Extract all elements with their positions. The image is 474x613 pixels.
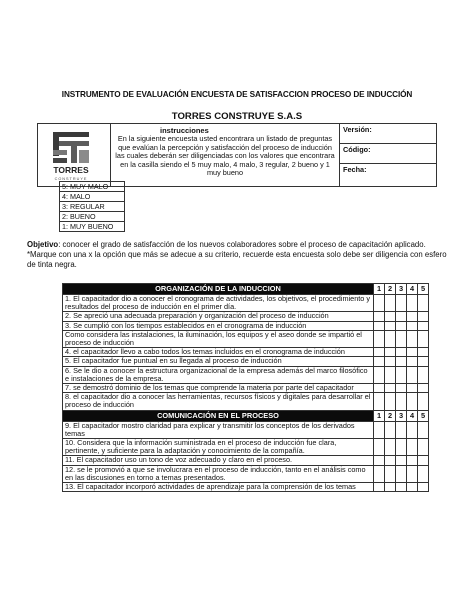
objective-note: *Marque con una x la opción que más se adecue a su criterio, recuerde esta encuesta solo debe ser diligencia con esfero de tinta negra. [27, 250, 447, 270]
rating-cell[interactable] [407, 439, 418, 456]
rating-cell[interactable] [418, 366, 429, 383]
rating-cell[interactable] [418, 357, 429, 366]
rating-column-header: 3 [396, 284, 407, 295]
question-text: 5. El capacitador fue puntual en su llegada al proceso de inducción [63, 357, 374, 366]
scale-item: 2: BUENO [60, 212, 125, 222]
rating-cell[interactable] [418, 295, 429, 312]
rating-cell[interactable] [385, 384, 396, 393]
objective-block [27, 240, 447, 271]
rating-cell[interactable] [385, 421, 396, 438]
question-text: 2. Se apreció una adecuada preparación y organización del proceso de inducción [63, 312, 374, 321]
rating-cell[interactable] [418, 483, 429, 492]
question-text: 10. Considera que la información suministrada en el proceso de inducción fue clara, pertinente, y suficiente para la adaptación y conocimiento de la compañía. [63, 439, 374, 456]
rating-cell[interactable] [407, 357, 418, 366]
rating-cell[interactable] [418, 421, 429, 438]
rating-cell[interactable] [374, 366, 385, 383]
rating-column-header: 2 [385, 410, 396, 421]
rating-column-header: 2 [385, 284, 396, 295]
date-cell [340, 164, 437, 187]
question-row [63, 483, 429, 492]
question-row [63, 312, 429, 321]
logo-cell [38, 124, 111, 187]
rating-cell[interactable] [407, 384, 418, 393]
rating-cell[interactable] [385, 321, 396, 330]
rating-cell[interactable] [396, 348, 407, 357]
rating-cell[interactable] [418, 321, 429, 330]
instructions-title: instrucciones [160, 126, 209, 135]
code-cell [340, 144, 437, 164]
rating-cell[interactable] [385, 295, 396, 312]
rating-cell[interactable] [418, 439, 429, 456]
logo-text: TORRES [53, 165, 89, 175]
rating-cell[interactable] [374, 456, 385, 465]
rating-cell[interactable] [396, 312, 407, 321]
rating-cell[interactable] [374, 330, 385, 347]
question-row [63, 295, 429, 312]
question-text: 13. El capacitador incorporó actividades de aprendizaje para la comprensión de los temas [63, 483, 374, 492]
question-row [63, 330, 429, 347]
rating-cell[interactable] [385, 465, 396, 482]
rating-cell[interactable] [407, 312, 418, 321]
rating-cell[interactable] [374, 321, 385, 330]
rating-cell[interactable] [396, 483, 407, 492]
rating-column-header: 1 [374, 410, 385, 421]
question-row [63, 421, 429, 438]
rating-cell[interactable] [385, 483, 396, 492]
question-text: 9. El capacitador mostro claridad para explicar y transmitir los conceptos de los derivados temas [63, 421, 374, 438]
rating-cell[interactable] [396, 321, 407, 330]
rating-cell[interactable] [407, 366, 418, 383]
rating-cell[interactable] [374, 357, 385, 366]
rating-cell[interactable] [418, 456, 429, 465]
rating-cell[interactable] [407, 393, 418, 410]
question-row [63, 439, 429, 456]
rating-cell[interactable] [396, 384, 407, 393]
instructions-cell [111, 124, 340, 187]
version-cell [340, 124, 437, 144]
question-row [63, 465, 429, 482]
rating-cell[interactable] [418, 348, 429, 357]
rating-cell[interactable] [407, 321, 418, 330]
rating-cell[interactable] [396, 456, 407, 465]
rating-cell[interactable] [385, 312, 396, 321]
instructions-text: En la siguiente encuesta usted encontrara un listado de preguntas que evalúan la percepción y satisfacción del proceso de inducción las cuales deberán ser diligenciadas con los valores que encontrara en la casilla siendo el 5 muy malo, 4 malo, 3 regular, 2 bueno y 1 muy bueno [115, 134, 335, 178]
company-logo [41, 126, 101, 186]
question-text: Como considera las instalaciones, la iluminación, los equipos y el aseo donde se impartió el proceso de inducción [63, 330, 374, 347]
question-text: 11. El capacitador uso un tono de voz adecuado y claro en el proceso. [63, 456, 374, 465]
rating-cell[interactable] [385, 348, 396, 357]
question-text: 7. se demostró dominio de los temas que comprende la materia por parte del capacitador [63, 384, 374, 393]
question-row [63, 321, 429, 330]
rating-cell[interactable] [396, 366, 407, 383]
question-row [63, 456, 429, 465]
rating-cell[interactable] [418, 465, 429, 482]
rating-cell[interactable] [407, 295, 418, 312]
header-table [37, 123, 437, 187]
scale-item: 1: MUY BUENO [60, 222, 125, 232]
rating-cell[interactable] [374, 312, 385, 321]
rating-cell[interactable] [407, 456, 418, 465]
scale-item: 5: MUY MALO [60, 182, 125, 192]
rating-cell[interactable] [385, 439, 396, 456]
rating-cell[interactable] [418, 312, 429, 321]
rating-cell[interactable] [385, 330, 396, 347]
rating-scale-table [59, 181, 125, 232]
scale-item: 3: REGULAR [60, 202, 125, 212]
scale-item: 4: MALO [60, 192, 125, 202]
rating-cell[interactable] [396, 295, 407, 312]
rating-cell[interactable] [374, 393, 385, 410]
rating-cell[interactable] [396, 439, 407, 456]
rating-column-header: 4 [407, 410, 418, 421]
question-text: 4. el capacitador llevo a cabo todos los temas incluidos en el cronograma de inducción [63, 348, 374, 357]
survey-table [62, 283, 429, 492]
rating-cell[interactable] [396, 393, 407, 410]
rating-cell[interactable] [418, 384, 429, 393]
question-text: 1. El capacitador dio a conocer el cronograma de actividades, los objetivos, el procedimiento y resultados del proceso de inducción en el primer día. [63, 295, 374, 312]
version-label: Versión: [343, 125, 372, 134]
logo-subtext: CONSTRUYE [54, 177, 88, 181]
rating-cell[interactable] [407, 421, 418, 438]
rating-cell[interactable] [418, 330, 429, 347]
question-text: 3. Se cumplió con los tiempos establecidos en el cronograma de inducción [63, 321, 374, 330]
rating-column-header: 5 [418, 410, 429, 421]
rating-cell[interactable] [385, 357, 396, 366]
section-title: ORGANIZACIÓN DE LA INDUCCION [63, 284, 374, 295]
rating-cell[interactable] [396, 330, 407, 347]
date-label: Fecha: [343, 165, 367, 174]
rating-column-header: 5 [418, 284, 429, 295]
rating-cell[interactable] [396, 357, 407, 366]
question-text: 12. se le promovió a que se involucrara en el proceso de inducción, tanto en el análisis como en las discusiones en torno a temas presentados. [63, 465, 374, 482]
question-text: 8. el capacitador dio a conocer las herramientas, recursos físicos y digitales para desarrollar el proceso de inducción [63, 393, 374, 410]
rating-cell[interactable] [407, 465, 418, 482]
document-title: INSTRUMENTO DE EVALUACIÓN ENCUESTA DE SATISFACCION PROCESO DE INDUCCIÓN [61, 90, 413, 99]
question-row [63, 393, 429, 410]
question-row [63, 366, 429, 383]
rating-cell[interactable] [407, 348, 418, 357]
rating-cell[interactable] [374, 465, 385, 482]
rating-cell[interactable] [385, 456, 396, 465]
rating-cell[interactable] [385, 393, 396, 410]
rating-cell[interactable] [418, 393, 429, 410]
code-label: Código: [343, 145, 371, 154]
section-title: COMUNICACIÓN EN EL PROCESO [63, 410, 374, 421]
objective-label: Objetivo [27, 240, 59, 249]
rating-cell[interactable] [385, 366, 396, 383]
rating-cell[interactable] [396, 421, 407, 438]
rating-column-header: 1 [374, 284, 385, 295]
rating-column-header: 4 [407, 284, 418, 295]
objective-text: : conocer el grado de satisfacción de los nuevos colaboradores sobre el proceso de capacitación aplicado. [58, 240, 426, 249]
question-text: 6. Se le dio a conocer la estructura organizacional de la empresa además del marco filosófico e instalaciones de la empresa. [63, 366, 374, 383]
rating-cell[interactable] [374, 384, 385, 393]
question-row [63, 357, 429, 366]
rating-column-header: 3 [396, 410, 407, 421]
company-name: TORRES CONSTRUYE S.A.S [171, 111, 303, 122]
rating-cell[interactable] [374, 483, 385, 492]
rating-cell[interactable] [396, 465, 407, 482]
rating-cell[interactable] [407, 483, 418, 492]
section-header-row [63, 284, 429, 295]
rating-cell[interactable] [374, 421, 385, 438]
section-header-row [63, 410, 429, 421]
rating-cell[interactable] [374, 439, 385, 456]
rating-cell[interactable] [374, 348, 385, 357]
rating-cell[interactable] [407, 330, 418, 347]
rating-cell[interactable] [374, 295, 385, 312]
